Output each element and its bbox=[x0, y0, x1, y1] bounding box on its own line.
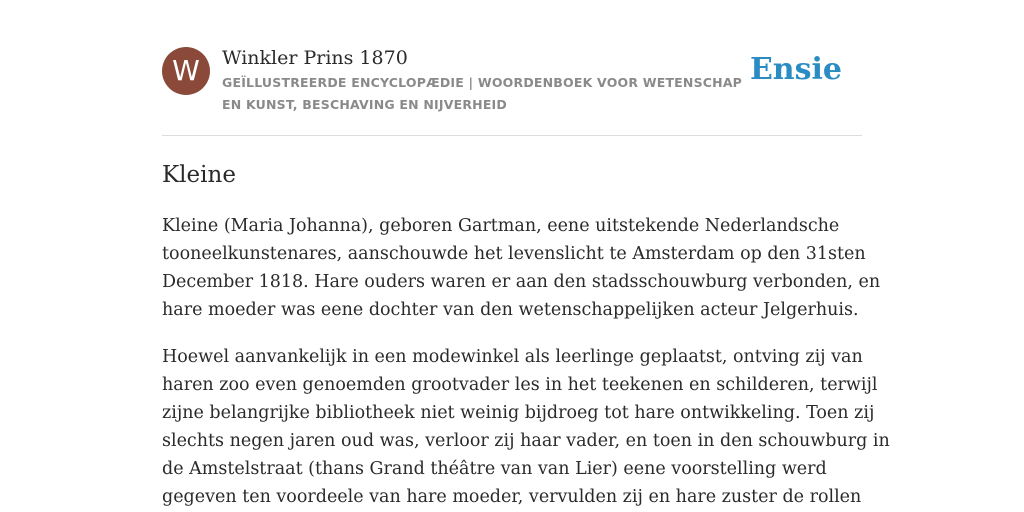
source-header bbox=[162, 46, 862, 116]
article-body bbox=[162, 212, 890, 512]
paragraph-line: Hoewel aanvankelijk in een modewinkel als leerlinge geplaatst, ontving zij van bbox=[162, 347, 863, 367]
source-avatar[interactable]: W bbox=[162, 47, 210, 95]
article-paragraph bbox=[162, 212, 881, 324]
article-title: Kleine bbox=[162, 162, 236, 188]
paragraph-line: tooneelkunstenares, aanschouwde het levenslicht te Amsterdam op den 31sten bbox=[162, 244, 866, 264]
paragraph-line: de Amstelstraat (thans Grand théâtre van van Lier) eene voorstelling werd bbox=[162, 459, 827, 479]
paragraph-line: haren zoo even genoemden grootvader les in het teekenen en schilderen, terwijl bbox=[162, 375, 878, 395]
paragraph-line: hare moeder was eene dochter van den wetenschappelijken acteur Jelgerhuis. bbox=[162, 300, 859, 320]
paragraph-line: December 1818. Hare ouders waren er aan den stadsschouwburg verbonden, en bbox=[162, 272, 881, 292]
header-divider bbox=[162, 135, 862, 136]
paragraph-line: gegeven ten voordeele van hare moeder, vervulden zij en hare zuster de rollen bbox=[162, 487, 862, 507]
paragraph-line: zijne belangrijke bibliotheek niet weinig bijdroeg tot hare ontwikkeling. Toen zij bbox=[162, 403, 875, 423]
ensie-logo-link[interactable]: Ensie bbox=[749, 52, 842, 87]
source-title-link[interactable]: Winkler Prins 1870 bbox=[222, 47, 408, 69]
article-paragraph bbox=[162, 343, 890, 511]
paragraph-line: Kleine (Maria Johanna), geboren Gartman, eene uitstekende Nederlandsche bbox=[162, 216, 840, 236]
source-subtitle: GEÏLLUSTREERDE ENCYCLOPÆDIE | WOORDENBOEK VOOR WETENSCHAP EN KUNST, BESCHAVING EN NIJVERHEID bbox=[222, 75, 743, 112]
paragraph-line: slechts negen jaren oud was, verloor zij haar vader, en toen in den schouwburg in bbox=[162, 431, 890, 451]
